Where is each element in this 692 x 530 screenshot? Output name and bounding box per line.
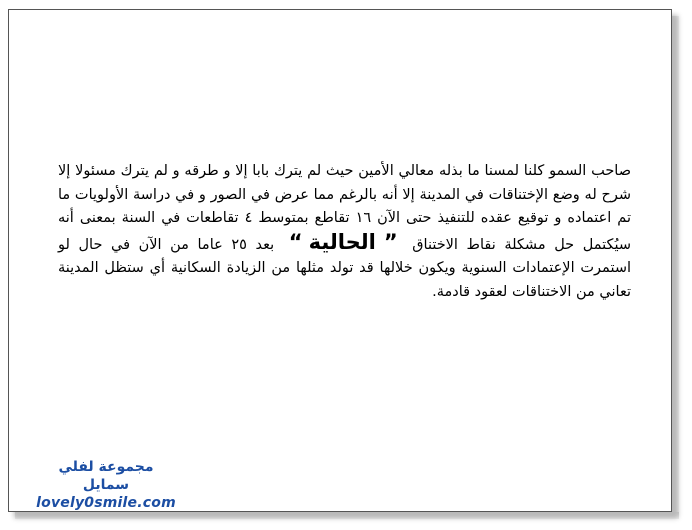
article-line: صاحب السمو كلنا لمسنا ما بذله معالي الأمين حيث لم يترك بابا إلا و طرقه و لم (153, 163, 632, 179)
watermark-arabic-name: مجموعة لفلي سمايل (58, 459, 154, 493)
article-text (58, 160, 631, 304)
watermark-url: lovely0smile.com (36, 495, 176, 511)
article-line: الاختناقات لعقود قادمة. (432, 283, 572, 300)
frame-shadow-bottom (15, 512, 679, 519)
article-paragraph (58, 160, 631, 304)
article-line: بعد ٢٥ عاما من الآن في حال لو استمرت الإعتمادات (58, 236, 631, 276)
article-line: السنوية ويكون خلالها قد تولد مثلها من الزيادة السكانية أي ستظل المدينة تعاني من (58, 260, 631, 300)
frame-shadow (672, 16, 679, 515)
open-quote: ” (383, 229, 398, 254)
close-quote: “ (288, 229, 303, 254)
highlighted-word: الحالية (308, 229, 376, 254)
article-line: يترك مسئولا إلا شرح له وضع الإختناقات في المدينة إلا أنه بالرغم مما عرض في (58, 163, 631, 203)
article-line: تقاطع بمتوسط ٤ تقاطعات في السنة بمعنى أنه سيُكتمل حل مشكلة نقاط الاختناق (58, 210, 631, 253)
site-watermark (35, 458, 177, 512)
article-line: الصور و في دراسة الأولويات ما تم اعتماده و توقيع عقده للتنفيذ حتى الآن ١٦ (58, 186, 631, 226)
